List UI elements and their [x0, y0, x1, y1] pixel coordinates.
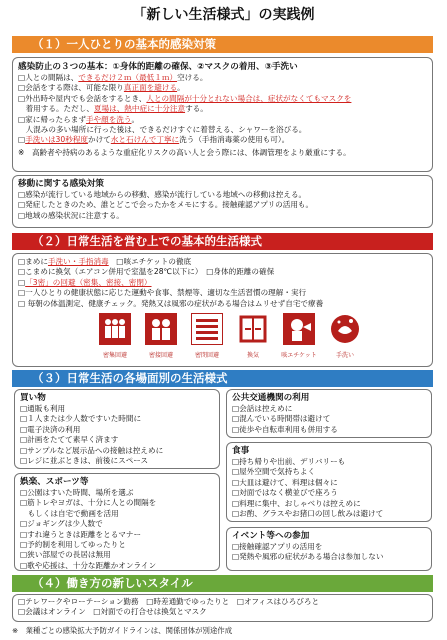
leisure-line: □ジョギングは少人数で	[20, 519, 103, 529]
daily-line: □「3密」の回避（密集、密接、密閉）	[18, 277, 152, 287]
events-box	[226, 527, 432, 571]
basic-line: □手洗いは30秒程度かけて水と石けんで丁寧に洗う（手指消毒薬の使用も可）。	[18, 135, 290, 145]
icon-row	[18, 313, 427, 359]
crowd-avoid-icon	[96, 313, 134, 359]
section-2-header: （２）日常生活を営む上での基本的生活様式	[12, 233, 433, 250]
section-4	[12, 575, 433, 592]
section-2	[12, 233, 433, 250]
meals-line: □大皿は避けて、料理は個々に	[232, 477, 338, 487]
basic-line: □人との間隔は、できるだけ２ｍ（最低１ｍ）空ける。	[18, 73, 208, 82]
workstyle-line: □テレワークやローテーション勤務 □時差通勤でゆったりと □オフィスはひろびろと	[18, 597, 320, 606]
shopping-line: □サンプルなど展示品への接触は控えめに	[20, 445, 164, 455]
travel-line: □感染が流行している地域からの移動、感染が流行している地域への移動は控える。	[18, 190, 307, 199]
closed-space-avoid-icon	[188, 313, 226, 359]
events-line: □発熱や風邪の症状がある場合は参加しない	[232, 552, 384, 562]
section-1-header: （１）一人ひとりの基本的感染対策	[12, 36, 433, 53]
shopping-line: □通販も利用	[20, 404, 66, 413]
leisure-box	[14, 473, 220, 571]
meals-box	[226, 442, 432, 522]
leisure-line: もしくは自宅で動画を活用	[20, 508, 119, 518]
icon-label: 咳エチケット	[281, 352, 317, 360]
daily-line: □こまめに換気（エアコン併用で室温を28℃以下に） □身体的距離の確保	[18, 267, 275, 277]
icon-label: 密閉回避	[194, 352, 219, 360]
daily-line: □一人ひとりの健康状態に応じた運動や食事、禁煙等、適切な生活習慣の理解・実行	[18, 288, 307, 298]
icon-label: 換気	[246, 352, 259, 360]
shopping-line: □１人または少人数ですいた時間に	[20, 414, 142, 424]
meals-line: □料理に集中、おしゃべりは控えめに	[232, 498, 361, 508]
transit-box	[226, 389, 432, 438]
basic-line: 人混みの多い場所に行った後は、できるだけすぐに着替える、シャワーを浴びる。	[18, 125, 307, 135]
basic-measures-box	[12, 57, 433, 172]
meals-line: □屋外空間で気持ちよく	[232, 467, 316, 477]
meals-heading: 食事	[232, 446, 250, 456]
transit-heading: 公共交通機関の利用	[232, 393, 310, 403]
icon-label: 手洗い	[335, 352, 354, 360]
basic-note: ※ 高齢者や持病のあるような重症化リスクの高い人と会う際には、体調管理をより厳重にする。	[18, 147, 351, 157]
shopping-line: □レジに並ぶときは、前後にスペース	[20, 456, 149, 466]
events-heading: イベント等への参加	[232, 531, 310, 541]
leisure-heading: 娯楽、スポーツ等	[20, 477, 89, 487]
leisure-line: □歌や応援は、十分な距離かオンライン	[20, 560, 157, 570]
shopping-box	[14, 389, 220, 469]
section-4-header: （４）働き方の新しいスタイル	[12, 575, 433, 592]
transit-line: □会話は控えめに	[232, 404, 293, 413]
ventilation-icon	[234, 313, 272, 359]
basic-line: 着用する。ただし、夏場は、熱中症に十分注意する。	[18, 104, 208, 114]
travel-measures-box	[12, 175, 433, 228]
hand-wash-icon	[326, 313, 364, 359]
section-3-header: （３）日常生活の各場面別の生活様式	[12, 370, 433, 387]
close-contact-avoid-icon	[142, 313, 180, 359]
icon-label: 密集回避	[102, 352, 127, 360]
meals-line: □お酌、グラスやお猪口の回し飲みは避けて	[232, 509, 384, 519]
events-line: □接触確認アプリの活用を	[232, 542, 323, 551]
leisure-line: □すれ違うときは距離をとるマナー	[20, 529, 142, 539]
transit-line: □混んでいる時間帯は避けて	[232, 414, 331, 424]
basic-line: □会話をする際は、可能な限り真正面を避ける。	[18, 83, 185, 93]
basic-line: □家に帰ったらまず手や顔を洗う。	[18, 114, 140, 124]
leisure-line: □予約制を利用してゆったりと	[20, 540, 126, 550]
leisure-line: □筋トレやヨガは、十分に人との間隔を	[20, 498, 157, 508]
transit-line: □徒歩や自転車利用も併用する	[232, 424, 338, 434]
daily-life-box	[12, 253, 433, 367]
basic-line: □外出時や屋内でも会話をするとき、人との間隔が十分とれない場合は、症状がなくてもマスクを	[18, 93, 352, 103]
shopping-heading: 買い物	[20, 393, 46, 403]
workstyle-box	[12, 594, 433, 622]
travel-line: □発症したときのため、誰とどこで会ったかをメモにする。接触確認アプリの活用も。	[18, 200, 314, 210]
travel-line: □地域の感染状況に注意する。	[18, 210, 124, 220]
icon-label: 密接回避	[148, 352, 173, 360]
meals-line: □対面ではなく横並びで座ろう	[232, 488, 338, 498]
travel-heading: 移動に関する感染対策	[18, 179, 104, 189]
page-title: 「新しい生活様式」の実践例	[132, 7, 315, 23]
meals-line: □持ち帰りや出前、デリバリーも	[232, 457, 346, 466]
leisure-line: □公園はすいた時間、場所を選ぶ	[20, 488, 134, 497]
basic-measures-heading: 感染防止の３つの基本：①身体的距離の確保、②マスクの着用、③手洗い	[18, 62, 298, 72]
section-1	[12, 36, 433, 53]
shopping-line: □計画をたてて素早く済ます	[20, 435, 119, 445]
section-3	[12, 370, 433, 387]
leisure-line: □狭い部屋での長居は無用	[20, 550, 111, 560]
workstyle-line: □会議はオンライン □対面での打合せは換気とマスク	[18, 607, 207, 617]
daily-line: □まめに手洗い・手指消毒 □咳エチケットの徹底	[18, 257, 192, 266]
footer-note: ※ 業種ごとの感染拡大予防ガイドラインは、関係団体が別途作成	[12, 626, 233, 635]
daily-line: □ 毎朝の体温測定、健康チェック。発熱又は風邪の症状がある場合はムリせず自宅で療養	[18, 298, 324, 308]
shopping-line: □電子決済の利用	[20, 424, 81, 434]
cough-etiquette-icon	[280, 313, 318, 359]
